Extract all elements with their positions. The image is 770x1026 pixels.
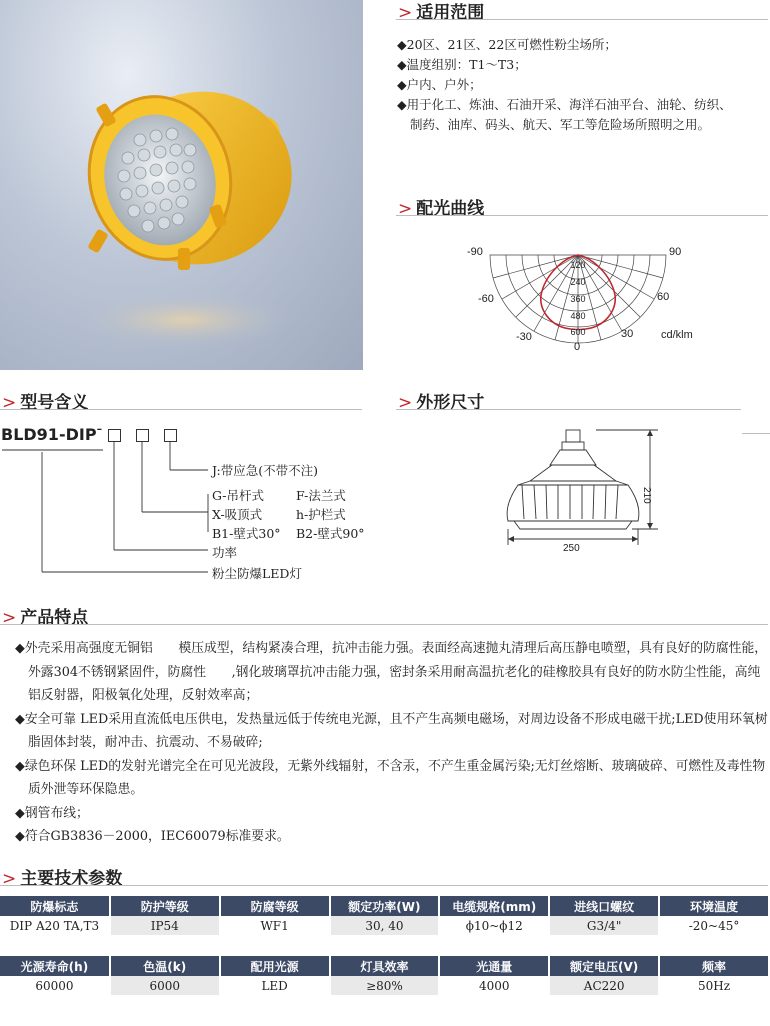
angle-label: -60 xyxy=(478,293,494,305)
feature-item: ◆钢管布线； xyxy=(15,805,89,821)
table-cell: G3/4" xyxy=(549,916,659,935)
unit-label: cd/klm xyxy=(661,329,693,341)
radius-label: 240 xyxy=(570,277,586,287)
model-g-label: G-吊杆式 xyxy=(212,488,264,503)
angle-label: -90 xyxy=(467,246,483,258)
table-header: 灯具效率 xyxy=(330,956,440,976)
table-header: 频率 xyxy=(659,956,769,976)
dimensions-divider xyxy=(396,409,741,410)
table-header: 额定功率(W) xyxy=(330,896,440,916)
radius-label: 360 xyxy=(570,294,586,304)
features-divider xyxy=(0,624,768,625)
table-cell: AC220 xyxy=(549,976,659,995)
model-breakdown-lines xyxy=(0,440,230,580)
table-header: 电缆规格(mm) xyxy=(439,896,549,916)
model-code: BLD91-DIP- xyxy=(1,419,103,444)
radius-label: 600 xyxy=(570,327,586,337)
table-header: 环境温度 xyxy=(659,896,769,916)
spec-table-1 xyxy=(0,896,770,935)
table-header: 进线口螺纹 xyxy=(549,896,659,916)
table-cell: DIP A20 TA,T3 xyxy=(0,916,110,935)
scope-item: ◆用于化工、炼油、石油开采、海洋石油平台、油轮、纺织、 xyxy=(397,97,732,112)
model-b2-label: B2-壁式90° xyxy=(296,526,365,541)
table-cell: IP54 xyxy=(110,916,220,935)
table-cell: 30, 40 xyxy=(330,916,440,935)
scope-item: ◆20区、21区、22区可燃性粉尘场所； xyxy=(397,37,617,52)
width-dimension-label: 250 xyxy=(563,543,580,554)
angle-label: 90 xyxy=(669,246,682,258)
table-header: 光通量 xyxy=(439,956,549,976)
radius-label: 480 xyxy=(570,311,586,321)
table-header-row xyxy=(0,956,769,976)
scope-item: ◆户内、户外； xyxy=(397,77,482,92)
model-h-label: h-护栏式 xyxy=(296,507,346,522)
scope-divider xyxy=(396,19,768,20)
table-cell: WF1 xyxy=(220,916,330,935)
table-header: 防爆标志 xyxy=(0,896,110,916)
table-row xyxy=(0,916,769,935)
feature-item: ◆安全可靠 LED采用直流低电压供电，发热量远低于传统电光源，且不产生高频电磁场，对周边设备不形成电磁干扰;LED使用环氧树脂固体封装，耐冲击、抗震动、不易破碎; xyxy=(15,711,768,750)
table-cell: ϕ10~ϕ12 xyxy=(439,916,549,935)
model-j-label: J:带应急(不带不注) xyxy=(212,463,318,478)
angle-label: -30 xyxy=(516,331,532,343)
model-x-label: X-吸顶式 xyxy=(212,507,263,522)
table-cell: 6000 xyxy=(110,976,220,995)
feature-item: ◆外壳采用高强度无铜铝 模压成型，结构紧凑合理，抗冲击能力强。表面经高速抛丸清理后高压静电喷塑，具有良好的防腐性能，外露304不锈钢紧固件，防腐性 ,钢化玻璃罩抗冲击能力强，密封条采用耐高温抗老化的硅橡胶具有良好的防水防尘性能，高纯铝反射器，阳极氧化处理，反射效率高； xyxy=(15,641,768,703)
explosion-proof-lamp-image xyxy=(0,0,363,370)
scope-item-continuation: 制药、油库、码头、航天、军工等危险场所照明之用。 xyxy=(410,117,711,132)
angle-label: 30 xyxy=(621,328,634,340)
polar-light-distribution-diagram xyxy=(465,240,705,355)
scope-list xyxy=(397,35,769,135)
table-header: 配用光源 xyxy=(220,956,330,976)
model-power-label: 功率 xyxy=(212,545,238,560)
table-row xyxy=(0,976,769,995)
angle-label: 0 xyxy=(574,341,581,353)
lamp-dimension-drawing xyxy=(500,425,660,555)
light-curve-title: > 配光曲线 xyxy=(398,199,485,219)
table-cell: 60000 xyxy=(0,976,110,995)
table-header: 色温(k) xyxy=(110,956,220,976)
model-product-label: 粉尘防爆LED灯 xyxy=(212,566,302,581)
table-cell: LED xyxy=(220,976,330,995)
table-header-row xyxy=(0,896,769,916)
table-header: 额定电压(V) xyxy=(549,956,659,976)
feature-item: ◆符合GB3836－2000，IEC60079标准要求。 xyxy=(15,829,290,844)
features-title: > 产品特点 xyxy=(2,608,89,628)
model-divider xyxy=(0,409,362,410)
radius-label: 120 xyxy=(570,260,586,270)
table-header: 防腐等级 xyxy=(220,896,330,916)
spec-table-2 xyxy=(0,956,770,995)
table-cell: 4000 xyxy=(439,976,549,995)
dimensions-title: > 外形尺寸 xyxy=(398,393,485,413)
model-f-label: F-法兰式 xyxy=(296,488,346,503)
params-title: > 主要技术参数 xyxy=(2,869,123,889)
feature-item: ◆绿色环保 LED的发射光谱完全在可见光波段，无紫外线辐射，不含汞，不产生重金属污染;无灯丝熔断、玻璃破碎、可燃性及毒性物质外泄等环保隐患。 xyxy=(15,758,766,797)
table-cell: -20~45° xyxy=(659,916,769,935)
model-title: > 型号含义 xyxy=(2,393,89,413)
height-dimension-label: 210 xyxy=(641,487,652,504)
scope-item: ◆温度组别：T1～T3； xyxy=(397,57,527,72)
dimensions-divider-right xyxy=(742,433,770,434)
table-cell: ≥80% xyxy=(330,976,440,995)
angle-label: 60 xyxy=(657,291,670,303)
params-divider xyxy=(0,885,768,886)
product-photo xyxy=(0,0,363,370)
scope-title: > 适用范围 xyxy=(398,3,485,23)
light-curve-divider xyxy=(396,215,768,216)
table-header: 光源寿命(h) xyxy=(0,956,110,976)
table-header: 防护等级 xyxy=(110,896,220,916)
model-b1-label: B1-壁式30° xyxy=(212,526,281,541)
table-cell: 50Hz xyxy=(659,976,769,995)
features-list xyxy=(15,637,770,849)
